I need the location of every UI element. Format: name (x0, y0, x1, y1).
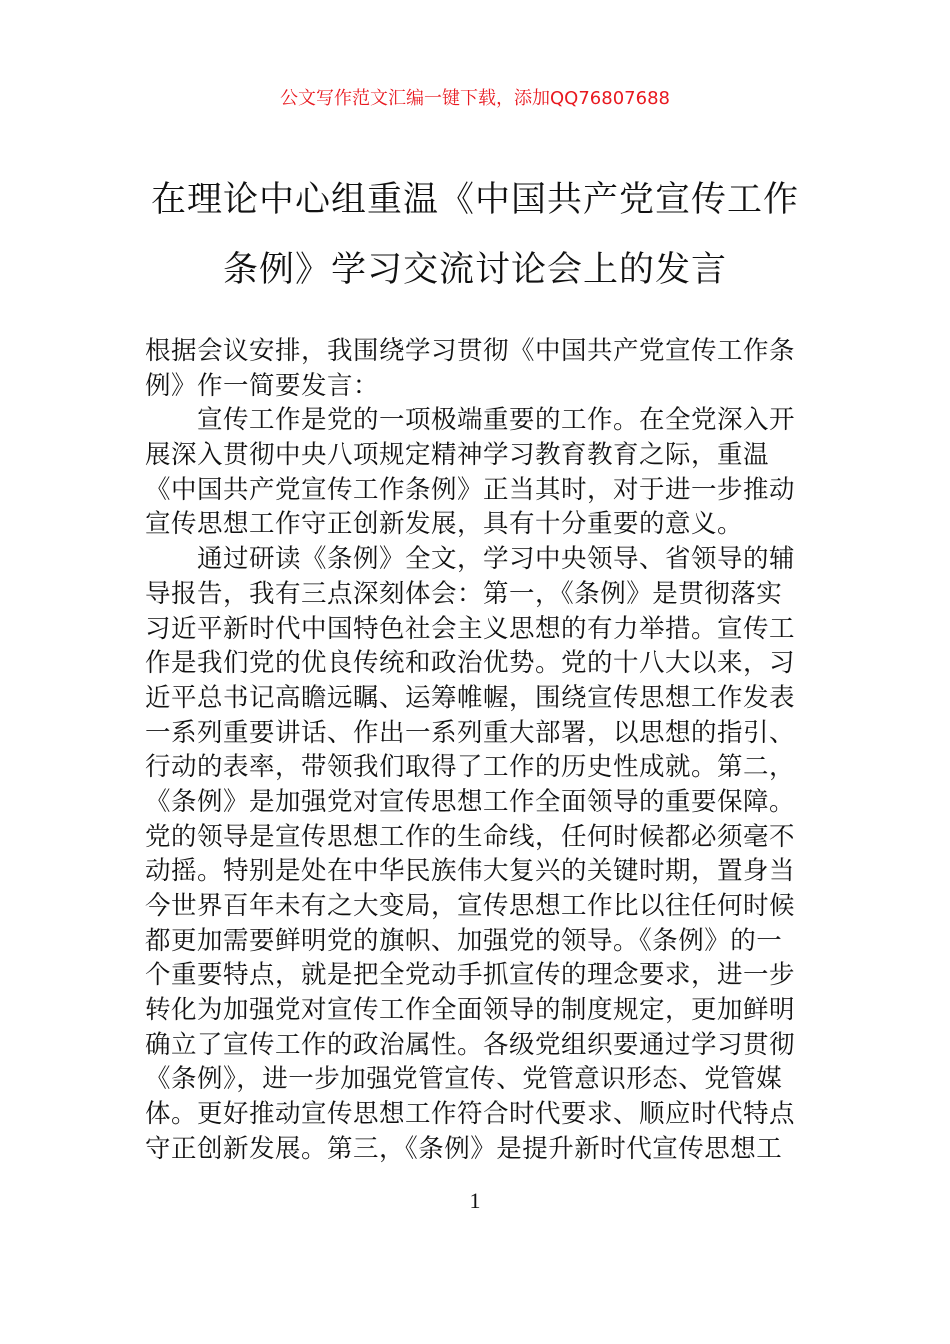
document-title-line-1: 在理论中心组重温《中国共产党宣传工作 (150, 180, 799, 220)
body-text-line: 今世界百年未有之大变局，宣传思想工作比以往任何时候 (145, 891, 796, 921)
body-text-line: 宣传思想工作守正创新发展，具有十分重要的意义。 (145, 509, 744, 540)
body-text-line: 转化为加强党对宣传工作全面领导的制度规定，更加鲜明 (145, 995, 796, 1026)
body-text-line: 例》作一简要发言： (145, 370, 380, 401)
body-text-line: 展深入贯彻中央八项规定精神学习教育教育之际，重温 (145, 440, 770, 471)
body-text-line: 通过研读《条例》全文，学习中央领导、省领导的辅 (197, 544, 796, 575)
body-text-line: 导报告，我有三点深刻体会：第一，《条例》是贯彻落实 (145, 578, 783, 609)
body-text-line: 《中国共产党宣传工作条例》正当其时，对于进一步推动 (145, 474, 796, 505)
body-text-line: 体。更好推动宣传思想工作符合时代要求、顺应时代特点 (145, 1099, 796, 1130)
body-text-line: 守正创新发展。第三，《条例》是提升新时代宣传思想工 (145, 1133, 783, 1164)
body-text-line: 近平总书记高瞻远瞩、运筹帷幄，围绕宣传思想工作发表 (145, 682, 796, 713)
body-text-line: 根据会议安排，我围绕学习贯彻《中国共产党宣传工作条 (145, 336, 796, 366)
body-text-line: 个重要特点，就是把全党动手抓宣传的理念要求，进一步 (145, 960, 796, 991)
body-text-line: 《条例》是加强党对宣传思想工作全面领导的重要保障。 (145, 786, 796, 817)
body-text-line: 行动的表率，带领我们取得了工作的历史性成就。第二， (145, 752, 796, 783)
page-number: 1 (469, 1188, 481, 1213)
body-text-line: 《条例》，进一步加强党管宣传、党管意识形态、党管媒 (145, 1064, 783, 1095)
body-text-line: 习近平新时代中国特色社会主义思想的有力举措。宣传工 (145, 613, 796, 644)
body-text-line: 宣传工作是党的一项极端重要的工作。在全党深入开 (197, 405, 796, 436)
body-text-line: 确立了宣传工作的政治属性。各级党组织要通过学习贯彻 (145, 1029, 796, 1060)
body-text-line: 动摇。特别是处在中华民族伟大复兴的关键时期，置身当 (145, 856, 796, 887)
document-body (145, 334, 810, 1167)
download-watermark-header: 公文写作范文汇编一键下载，添加QQ76807688 (280, 88, 670, 109)
body-text-line: 一系列重要讲话、作出一系列重大部署，以思想的指引、 (145, 717, 796, 748)
document-title-line-2: 条例》学习交流讨论会上的发言 (222, 250, 727, 290)
body-text-line: 作是我们党的优良传统和政治优势。党的十八大以来，习 (145, 648, 796, 679)
body-text-line: 都更加需要鲜明党的旗帜、加强党的领导。《条例》的一 (145, 925, 783, 956)
body-text-line: 党的领导是宣传思想工作的生命线，任何时候都必须毫不 (145, 821, 796, 852)
